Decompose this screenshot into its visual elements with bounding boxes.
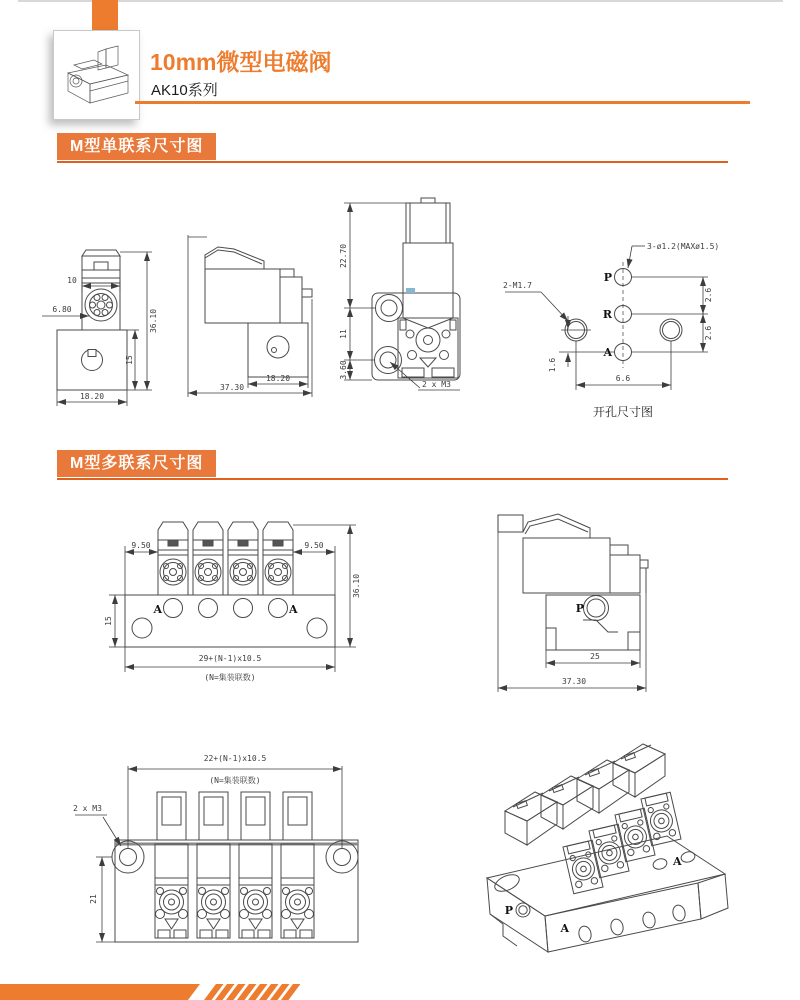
footer-stripes bbox=[0, 984, 300, 1000]
dim-base-width: 18.20 bbox=[79, 392, 105, 401]
section-rule-multi bbox=[57, 478, 728, 480]
dim-edge: 1.6 bbox=[548, 357, 557, 373]
dim-formula: 22+(N-1)x10.5 bbox=[203, 754, 267, 763]
dim-right-offset: 9.50 bbox=[304, 541, 324, 550]
dim-base-height: 15 bbox=[104, 616, 113, 626]
dim-port: 6.80 bbox=[52, 305, 72, 314]
port-a-label: A bbox=[603, 346, 612, 359]
dimensions bbox=[498, 515, 646, 692]
valve-unit bbox=[155, 792, 188, 938]
dimensions bbox=[344, 203, 460, 390]
drawing-single-front bbox=[28, 212, 203, 430]
dim-ra: 2.6 bbox=[704, 325, 713, 341]
holes bbox=[565, 269, 682, 361]
leader-thread-spec: 2-M1.7 bbox=[503, 281, 532, 290]
dim-left-offset: 9.50 bbox=[131, 541, 151, 550]
drawing-manifold-top bbox=[63, 733, 378, 983]
section-header-multi: M型多联系尺寸图 bbox=[57, 450, 216, 477]
dim-span: 6.6 bbox=[615, 374, 631, 383]
valves-iso bbox=[563, 792, 681, 894]
valve-outline bbox=[498, 514, 648, 593]
port-a-front: A bbox=[560, 922, 569, 935]
dim-height: 21 bbox=[89, 894, 98, 904]
valve-unit bbox=[197, 792, 230, 938]
valve-outline bbox=[372, 198, 460, 380]
dim-formula: 29+(N-1)x10.5 bbox=[198, 654, 262, 663]
drawing-single-top bbox=[338, 188, 488, 428]
drawing-manifold-front bbox=[103, 500, 388, 700]
valve-outline bbox=[205, 247, 312, 377]
formula-note: (N=集装联数) bbox=[209, 776, 261, 785]
port-a-top: A bbox=[673, 855, 682, 868]
port-p-label: P bbox=[504, 904, 513, 917]
valve-unit bbox=[193, 522, 223, 595]
dim-total-length: 37.30 bbox=[219, 383, 245, 392]
drawing-manifold-side bbox=[468, 500, 698, 712]
thread-label: 2 x M3 bbox=[422, 380, 451, 389]
dim-total: 37.30 bbox=[561, 677, 587, 686]
formula-note: (N=集装联数) bbox=[204, 673, 256, 682]
port-a-right: A bbox=[289, 603, 298, 616]
dim-base-width: 18.20 bbox=[265, 374, 291, 383]
valve-unit bbox=[263, 522, 293, 595]
dim-hole-span: 11 bbox=[339, 329, 348, 339]
dim-edge: 3.60 bbox=[339, 360, 348, 380]
valve-unit bbox=[158, 522, 188, 595]
valve-unit bbox=[239, 792, 272, 938]
thread-label: 2 x M3 bbox=[73, 804, 102, 813]
manifold-base bbox=[546, 595, 640, 650]
page-subtitle: AK10系列 bbox=[151, 82, 218, 99]
page-title: 10mm微型电磁阀 bbox=[150, 49, 332, 75]
dim-total-height: 36.10 bbox=[352, 573, 361, 599]
product-thumbnail bbox=[53, 30, 140, 120]
valve-unit bbox=[228, 522, 258, 595]
drawing-manifold-isometric bbox=[445, 733, 780, 983]
product-valve-icon bbox=[54, 31, 137, 117]
dim-top-width: 10 bbox=[67, 276, 77, 285]
port-p-label: P bbox=[603, 271, 612, 284]
drawing-hole-layout bbox=[495, 228, 773, 428]
dim-base-height: 15 bbox=[125, 355, 134, 365]
dim-pr: 2.6 bbox=[704, 287, 713, 303]
section-rule-single bbox=[57, 161, 728, 163]
valve-caps-iso bbox=[505, 744, 665, 845]
manifold-base-iso bbox=[487, 836, 728, 952]
caption: 开孔尺寸图 bbox=[592, 405, 654, 419]
accent-square bbox=[92, 0, 118, 33]
dim-inner: 25 bbox=[590, 652, 600, 661]
header-rule bbox=[135, 101, 750, 104]
dimensions bbox=[42, 252, 152, 406]
leader-hole-spec: 3-ø1.2(MAXø1.5) bbox=[647, 242, 720, 251]
valve-outline bbox=[57, 250, 127, 390]
top-edge-strip bbox=[18, 0, 783, 2]
port-r-label: R bbox=[602, 308, 612, 321]
valve-unit bbox=[281, 792, 314, 938]
port-p-label: P bbox=[575, 602, 584, 615]
blue-mark bbox=[406, 288, 415, 293]
port-a-left: A bbox=[153, 603, 162, 616]
dim-body-length: 22.70 bbox=[339, 243, 348, 269]
dim-total-height: 36.10 bbox=[149, 308, 158, 334]
section-header-single: M型单联系尺寸图 bbox=[57, 133, 216, 160]
plate bbox=[112, 840, 358, 942]
